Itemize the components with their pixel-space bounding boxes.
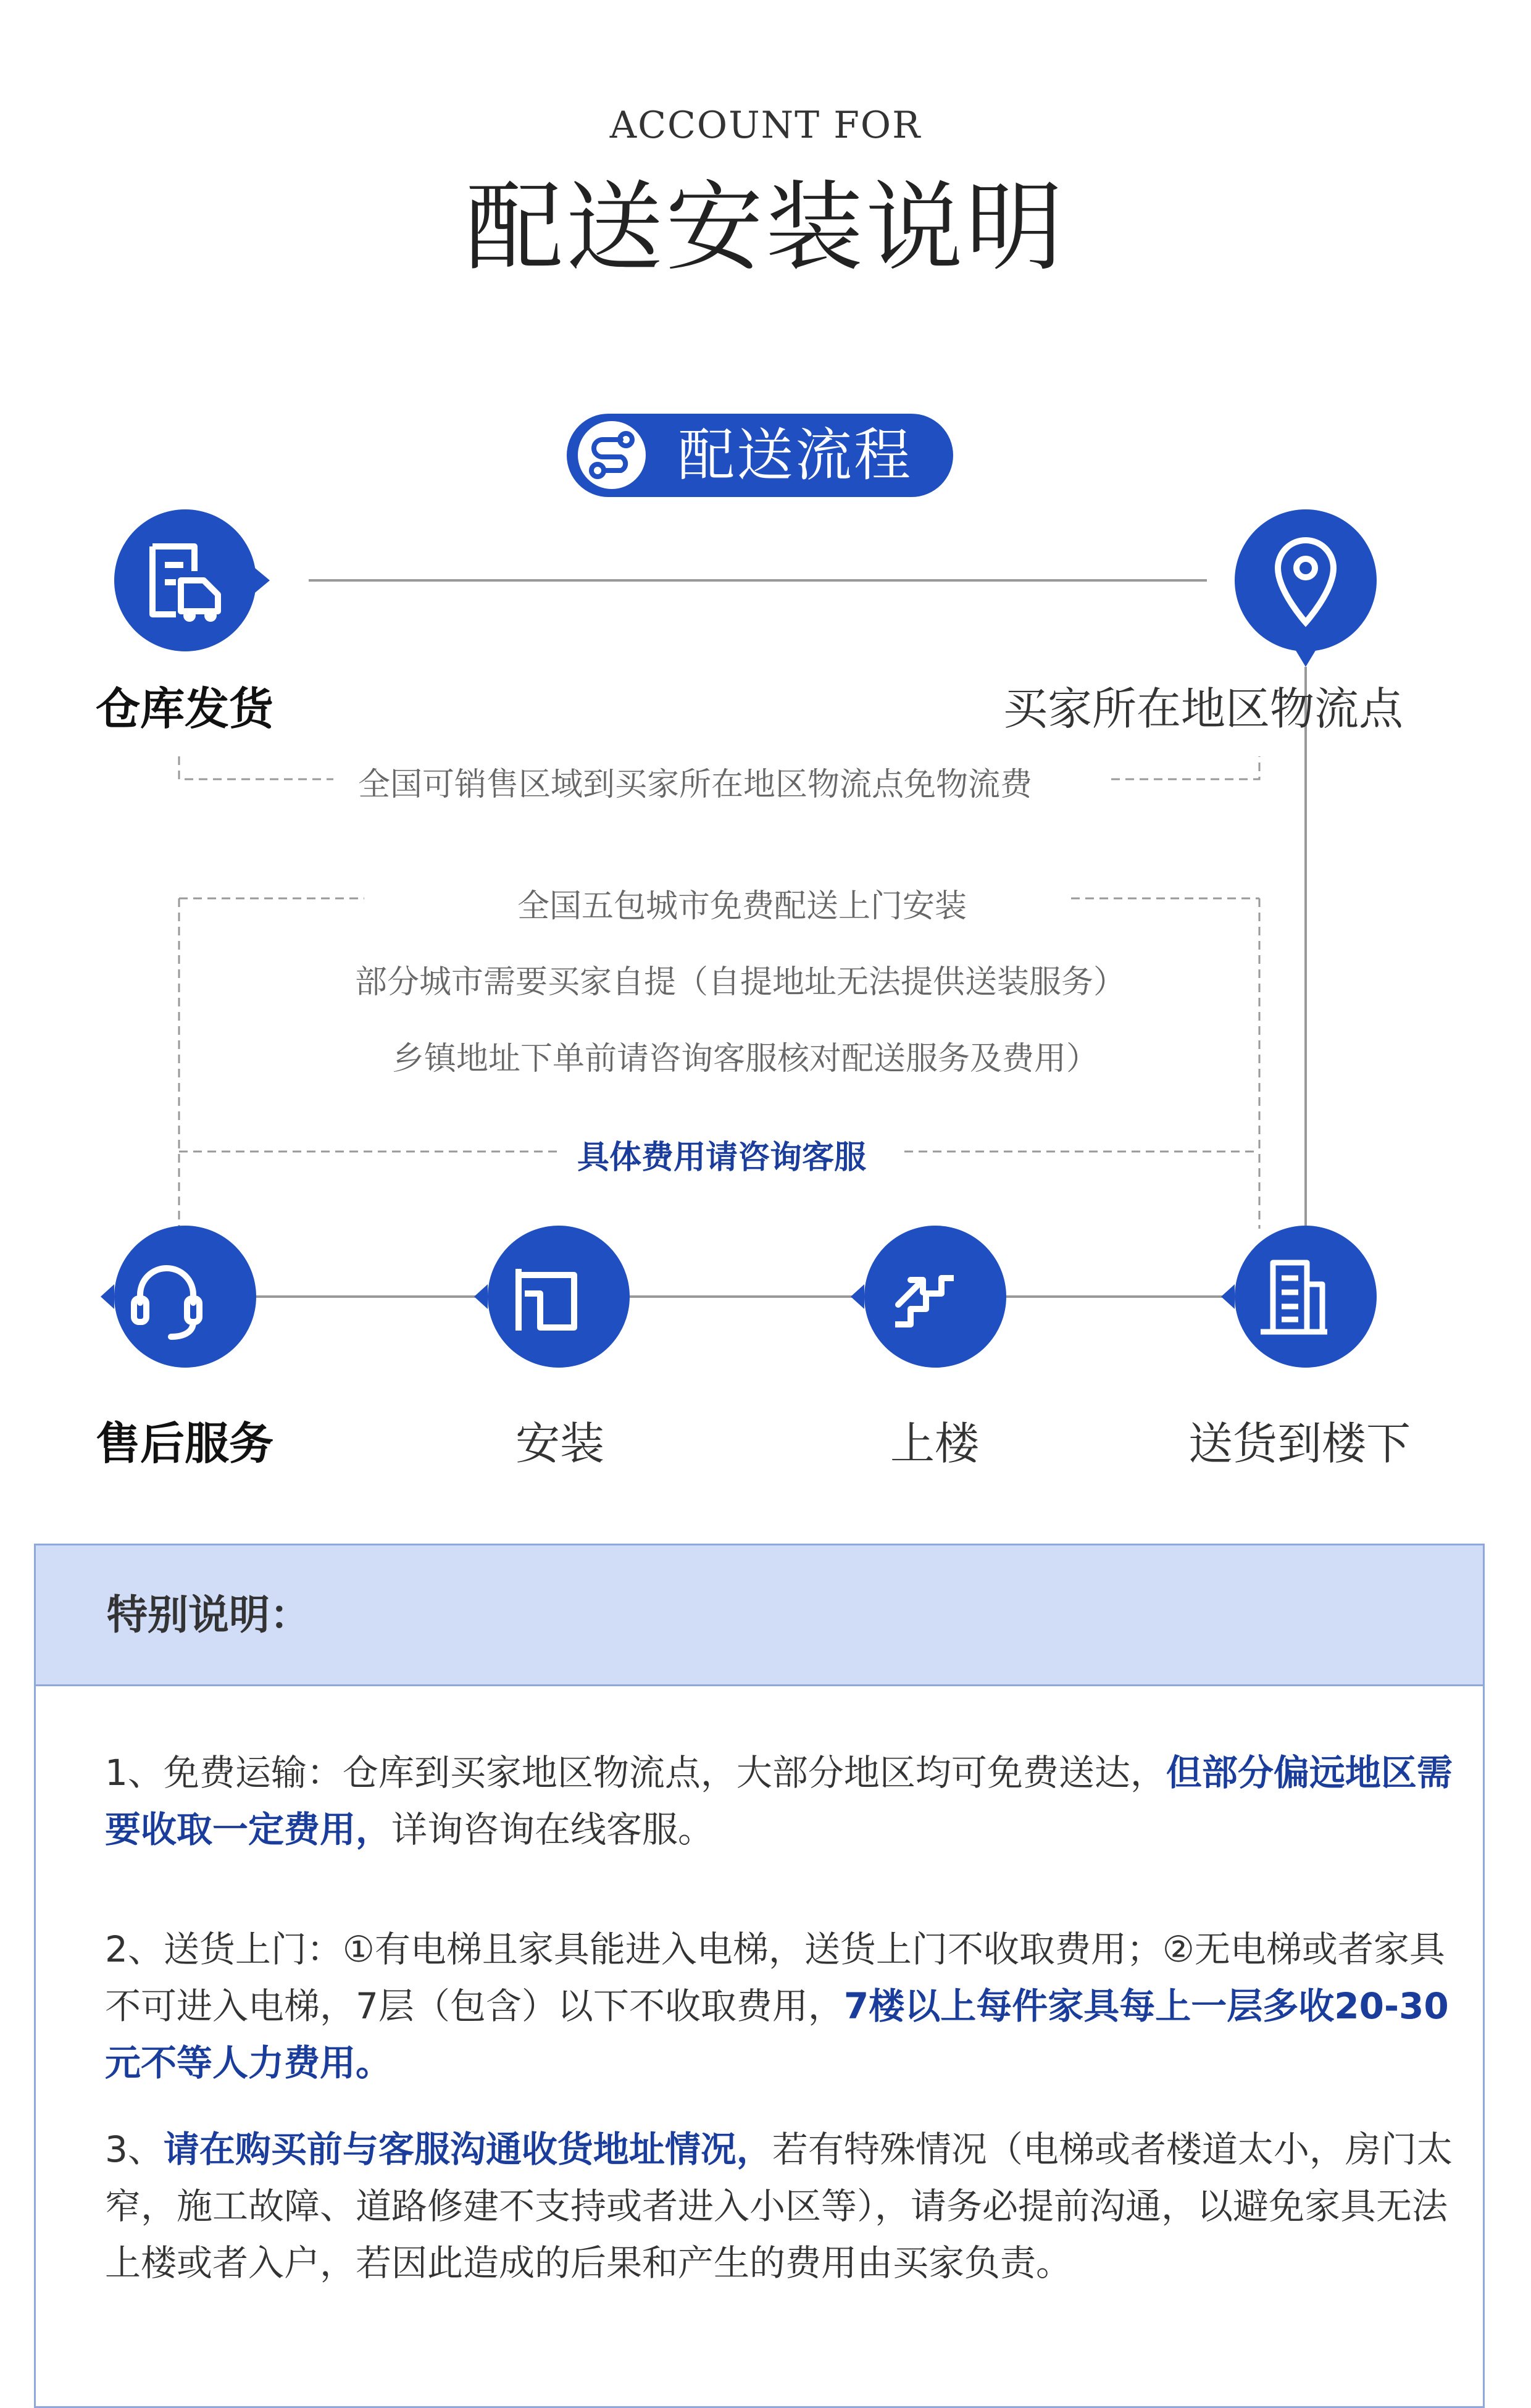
notice-title: 特别说明： (107, 1591, 311, 1639)
logistics-label: 买家所在地区物流点 (1003, 683, 1404, 735)
notice-item-3 (105, 2121, 1457, 2291)
upstairs-label: 上楼 (890, 1418, 980, 1469)
note-line-3: 乡镇地址下单前请咨询客服核对配送服务及费用） (392, 1040, 1099, 1077)
upstairs-node (864, 1226, 1006, 1368)
notice-item-1-highlight: 但部分偏远地区需要收取一定费用， (105, 1752, 1453, 1850)
consult-note: 具体费用请咨询客服 (577, 1139, 867, 1176)
notice-item-2 (105, 1921, 1457, 2091)
warehouse-node (114, 509, 256, 651)
logistics-node (1235, 509, 1377, 651)
install-node (488, 1226, 630, 1368)
process-pill-label: 配送流程 (678, 422, 913, 488)
notice-item-2-highlight: 7楼以上每件家具每上一层多收20-30元不等人力费用。 (105, 1985, 1449, 2084)
notice-item-2-text: 2、送货上门：①有电梯且家具能进入电梯，送货上门不收取费用；②无电梯或者家具不可进入电梯，7层（包含）以下不收取费用， (105, 1928, 1445, 2027)
notice-item-1-suffix: 详询咨询在线客服。 (391, 1808, 714, 1850)
process-pill (567, 414, 953, 497)
building-icon (1216, 1226, 1358, 1368)
delivery-truck-doc-icon (114, 509, 275, 651)
special-notice (34, 1544, 1485, 2408)
after-sales-node (114, 1226, 256, 1368)
note-line-1: 全国五包城市免费配送上门安装 (517, 888, 967, 925)
headset-icon (96, 1226, 238, 1368)
install-label: 安装 (515, 1418, 605, 1469)
wall-corner-icon (469, 1226, 611, 1368)
notice-item-3-text: 3、 (105, 2128, 164, 2170)
downstairs-label: 送货到楼下 (1188, 1418, 1411, 1469)
free-logistics-note: 全国可销售区域到买家所在地区物流点免物流费 (358, 766, 1033, 803)
stairs-icon (846, 1226, 988, 1368)
header-subtitle: ACCOUNT FOR (609, 104, 922, 147)
notice-header (36, 1545, 1483, 1686)
note-line-2: 部分城市需要买家自提（自提地址无法提供送装服务） (355, 964, 1126, 1001)
notice-item-3-highlight: 请在购买前与客服沟通收货地址情况， (163, 2128, 772, 2170)
route-icon (578, 421, 646, 489)
downstairs-node (1235, 1226, 1377, 1368)
warehouse-label: 仓库发货 (96, 683, 274, 735)
notice-item-1 (105, 1744, 1457, 1858)
after-sales-label: 售后服务 (96, 1418, 274, 1469)
notice-item-1-text: 1、免费运输：仓库到买家地区物流点，大部分地区均可免费送达， (105, 1752, 1166, 1794)
notice-item-3-suffix: 若有特殊情况（电梯或者楼道太小，房门太窄，施工故障、道路修建不支持或者进入小区等），请务必提前沟通，以避免家具无法上楼或者入户，若因此造成的后果和产生的费用由买家负责。 (105, 2128, 1453, 2284)
location-pin-icon (1235, 509, 1377, 676)
page-title: 配送安装说明 (465, 171, 1066, 285)
